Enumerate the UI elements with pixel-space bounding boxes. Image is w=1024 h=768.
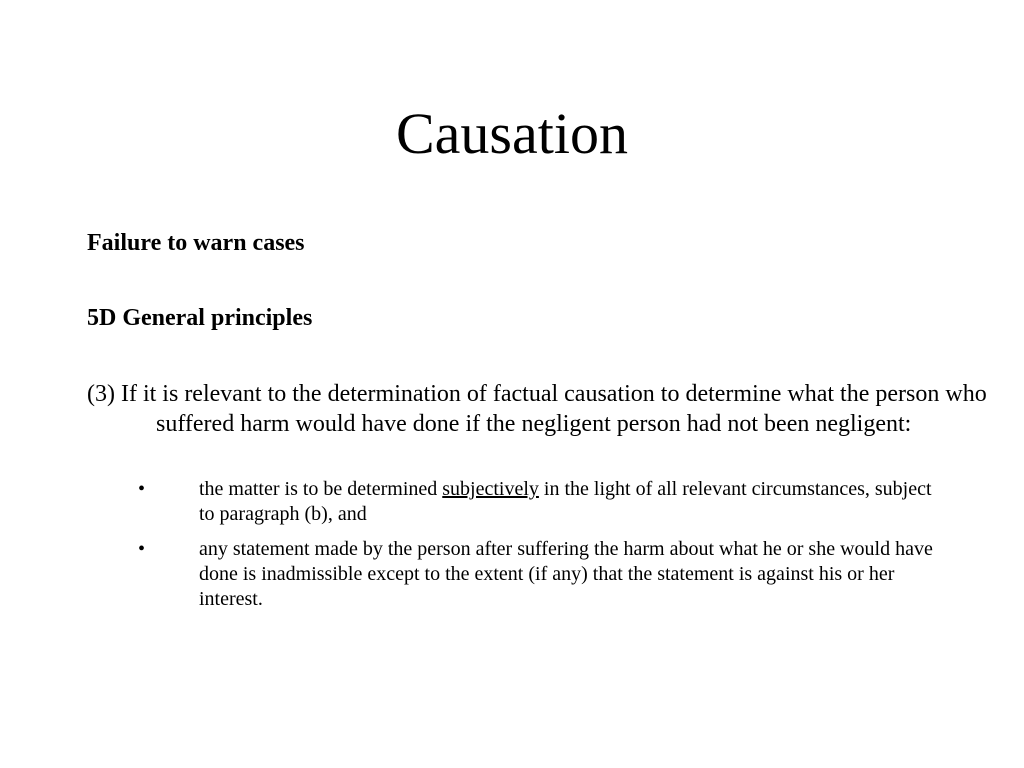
bullet-list [138, 477, 938, 622]
bullet-text: any statement made by the person after suffering the harm about what he or she would have done is inadmissible except to the extent (if any) that the statement is against his or her interest. [199, 538, 933, 610]
bullet-text-before: the matter is to be determined [199, 478, 443, 500]
section-heading-failure-to-warn: Failure to warn cases [87, 230, 305, 256]
bullet-icon: • [138, 478, 146, 500]
principle-paragraph: (3) If it is relevant to the determination of factual causation to determine what the person who suffered harm would have done if the negligent person had not been negligent: [87, 381, 987, 437]
bullet-text-after: in the light of all relevant circumstances, subject to paragraph (b), and [199, 478, 932, 525]
section-heading-general-principles: 5D General principles [87, 305, 313, 331]
bullet-item [138, 537, 938, 612]
bullet-icon: • [138, 538, 146, 560]
slide-title: Causation [396, 101, 628, 166]
bullet-text-underlined: subjectively [442, 478, 539, 500]
bullet-item [138, 477, 938, 527]
